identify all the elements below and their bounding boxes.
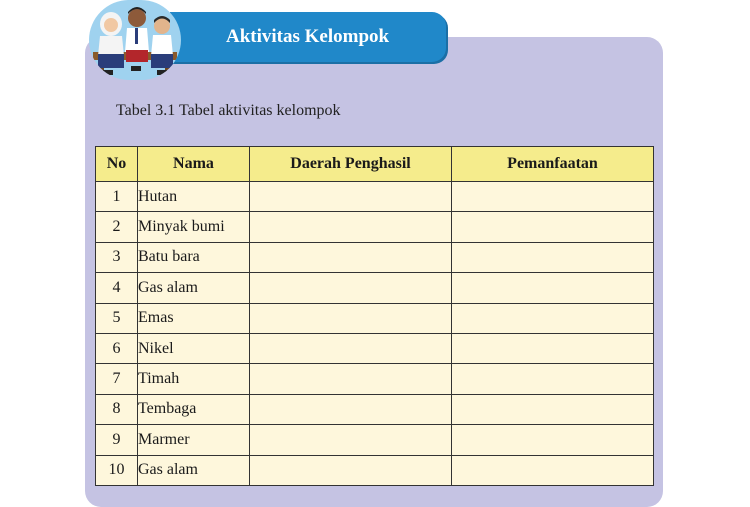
- cell-no: 8: [96, 394, 138, 424]
- activity-table: [95, 146, 654, 486]
- cell-nama: Batu bara: [138, 242, 250, 272]
- cell-nama: Hutan: [138, 182, 250, 212]
- table-row: [96, 455, 654, 485]
- cell-nama: Marmer: [138, 425, 250, 455]
- cell-no: 5: [96, 303, 138, 333]
- table-row: [96, 425, 654, 455]
- table-row: [96, 364, 654, 394]
- cell-pemanfaatan[interactable]: [452, 182, 654, 212]
- cell-daerah-penghasil[interactable]: [250, 303, 452, 333]
- students-group-icon: [89, 0, 181, 80]
- cell-no: 2: [96, 212, 138, 242]
- cell-no: 7: [96, 364, 138, 394]
- cell-daerah-penghasil[interactable]: [250, 182, 452, 212]
- table-row: [96, 333, 654, 363]
- column-header-nama: Nama: [138, 147, 250, 182]
- cell-daerah-penghasil[interactable]: [250, 364, 452, 394]
- cell-pemanfaatan[interactable]: [452, 425, 654, 455]
- table-caption: Tabel 3.1 Tabel aktivitas kelompok: [116, 102, 341, 119]
- column-header-daerah-penghasil: Daerah Penghasil: [250, 147, 452, 182]
- cell-nama: Timah: [138, 364, 250, 394]
- cell-nama: Nikel: [138, 333, 250, 363]
- cell-no: 1: [96, 182, 138, 212]
- cell-nama: Minyak bumi: [138, 212, 250, 242]
- cell-nama: Tembaga: [138, 394, 250, 424]
- cell-daerah-penghasil[interactable]: [250, 425, 452, 455]
- column-header-pemanfaatan: Pemanfaatan: [452, 147, 654, 182]
- table-header-row: [96, 147, 654, 182]
- cell-no: 9: [96, 425, 138, 455]
- cell-pemanfaatan[interactable]: [452, 455, 654, 485]
- cell-pemanfaatan[interactable]: [452, 303, 654, 333]
- cell-daerah-penghasil[interactable]: [250, 455, 452, 485]
- column-header-no: No: [96, 147, 138, 182]
- table-row: [96, 182, 654, 212]
- cell-no: 6: [96, 333, 138, 363]
- table-row: [96, 273, 654, 303]
- cell-pemanfaatan[interactable]: [452, 394, 654, 424]
- table-row: [96, 212, 654, 242]
- cell-pemanfaatan[interactable]: [452, 273, 654, 303]
- cell-daerah-penghasil[interactable]: [250, 242, 452, 272]
- cell-nama: Gas alam: [138, 455, 250, 485]
- cell-daerah-penghasil[interactable]: [250, 212, 452, 242]
- table-row: [96, 242, 654, 272]
- cell-no: 10: [96, 455, 138, 485]
- cell-pemanfaatan[interactable]: [452, 212, 654, 242]
- cell-nama: Gas alam: [138, 273, 250, 303]
- cell-nama: Emas: [138, 303, 250, 333]
- cell-daerah-penghasil[interactable]: [250, 273, 452, 303]
- cell-pemanfaatan[interactable]: [452, 333, 654, 363]
- table-row: [96, 303, 654, 333]
- section-banner: [170, 12, 446, 62]
- cell-no: 4: [96, 273, 138, 303]
- table-row: [96, 394, 654, 424]
- cell-daerah-penghasil[interactable]: [250, 394, 452, 424]
- cell-pemanfaatan[interactable]: [452, 242, 654, 272]
- cell-no: 3: [96, 242, 138, 272]
- banner-title: Aktivitas Kelompok: [226, 26, 390, 47]
- cell-pemanfaatan[interactable]: [452, 364, 654, 394]
- cell-daerah-penghasil[interactable]: [250, 333, 452, 363]
